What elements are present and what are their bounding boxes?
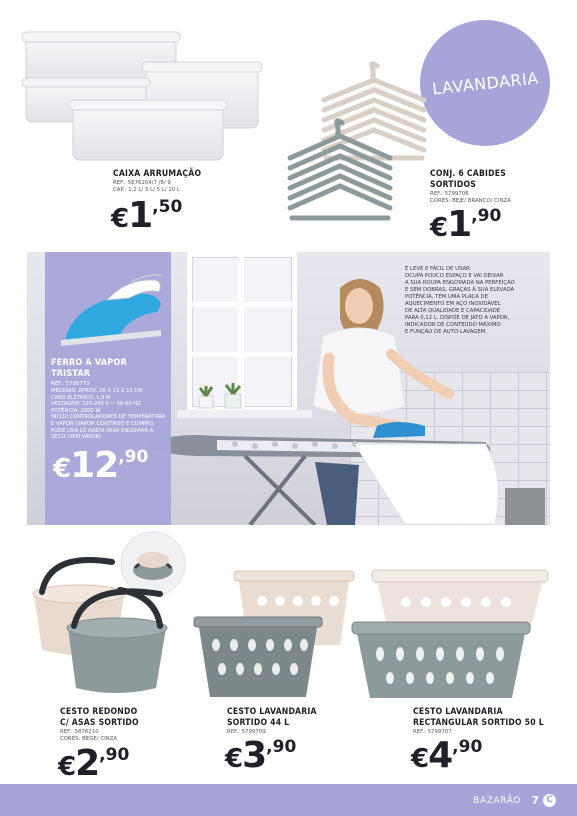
cesto-50-name-line1: CESTO LAVANDARIA (413, 707, 503, 717)
ferro-desc-line: POTÊNCIA: 2000 W (51, 407, 101, 414)
ferro-name-line1: FERRO A VAPOR (51, 358, 127, 368)
cabides-colors: CORES: BEJE/ BRANCO/ CINZA (430, 198, 511, 204)
caixa-ref: REF.: 5876204/7 /8/ 9 (113, 180, 171, 186)
cabides-name-line2: SORTIDOS (430, 180, 477, 190)
section-badge (420, 20, 550, 146)
caixa-capacity: CAP.: 1,2 L/ 3 L/ 5 L/ 10 L (113, 187, 180, 193)
price-decimal: ,90 (471, 206, 502, 226)
cesto-44-name-line2: SORTIDO 44 L (227, 718, 290, 728)
ferro-price-box (45, 442, 171, 498)
cesto-50-price (411, 735, 483, 776)
feature-line: OCUPA POUCO ESPAÇO E VAI DEIXAR (405, 273, 504, 279)
cesto-redondo-ref: REF.: 5876210 (60, 729, 99, 735)
feature-line: POTÊNCIA, TEM UMA PLACA DE (405, 294, 488, 300)
cesto-redondo-colors: CORES: BEGE/ CINZA (60, 736, 118, 742)
price-decimal: ,50 (152, 197, 183, 217)
storage-boxes-image (18, 30, 268, 165)
round-basket-image (28, 528, 198, 703)
price-currency: € (411, 744, 429, 774)
ferro-desc-line: SECO (SEM VAPOR) (51, 434, 102, 441)
cesto-44-ref: REF.: 5799709 (227, 729, 266, 735)
price-decimal: ,90 (118, 447, 149, 467)
caixa-name: CAIXA ARRUMAÇÃO (113, 169, 202, 179)
cesto-redondo-name-line2: C/ ASAS SORTIDO (60, 718, 139, 728)
ferro-desc-line: VOLTAGEM: 220-240 V ~ 50-60 HZ (51, 401, 141, 408)
price-currency: € (225, 744, 243, 774)
iron-product-image (47, 270, 167, 348)
price-integer: 2 (75, 743, 100, 784)
cesto-44-name-line1: CESTO LAVANDARIA (227, 707, 317, 717)
ferro-description (51, 388, 171, 441)
ferro-desc-line: MEDIDAS: APROX. 26 X 13 X 11 CM (51, 388, 143, 394)
feature-line: É LEVE E FÁCIL DE USAR: (405, 266, 472, 272)
feature-line: INDICADOR DE CONTEÚDO MÁXIMO (405, 322, 501, 328)
cabides-ref: REF.: 5799706 (430, 191, 469, 197)
ferro-desc-line: PODE USÁ-LO AINDA PARA ENGOMAR A (51, 427, 154, 434)
footer-section-label: BAZARÃO (473, 796, 521, 806)
cesto-50-ref: REF.: 5799707 (413, 729, 452, 735)
hangers-image (282, 58, 432, 233)
price-decimal: ,90 (452, 737, 483, 757)
price-decimal: ,90 (266, 737, 297, 757)
brand-logo: C (543, 794, 556, 807)
cabides-name-line1: CONJ. 6 CABIDES (430, 169, 506, 179)
price-integer: 1 (128, 195, 153, 236)
price-integer: 4 (428, 735, 453, 776)
price-currency: € (111, 204, 129, 234)
feature-line: A SUA ROUPA ENGOMADA NA PERFEIÇÃO (405, 280, 515, 286)
caixa-price (111, 195, 183, 236)
price-currency: € (58, 752, 76, 782)
section-badge-label: LAVANDARIA (430, 67, 540, 99)
cesto-redondo-name-line1: CESTO REDONDO (60, 707, 138, 717)
ferro-desc-line: E VAPOR (VAPOR CONTÍNUO E CUMPRI) (51, 420, 154, 427)
price-integer: 3 (242, 735, 267, 776)
laundry-basket-50l-image (350, 562, 550, 704)
price-decimal: ,90 (99, 745, 130, 765)
cabides-price (430, 204, 502, 245)
iron-feature-text (405, 266, 525, 336)
page-number: 7 (531, 794, 539, 807)
price-currency: € (430, 213, 448, 243)
cesto-44-price (225, 735, 297, 776)
cesto-50-name-line2: RECTANGULAR SORTIDO 50 L (413, 718, 544, 728)
cesto-redondo-price (58, 743, 130, 784)
iron-banner (27, 252, 550, 525)
feature-line: E SEM DOBRAS, GRAÇAS À SUA ELEVADA (405, 287, 515, 293)
ferro-desc-line: INCLUI CONTROLADORES DE TEMPERATURA (51, 414, 166, 421)
price-integer: 12 (70, 445, 119, 486)
ferro-price (53, 445, 149, 486)
feature-line: PARA 0,12 L. DISPÕE DE JATO A VAPOR, (405, 315, 510, 321)
feature-line: DE ALTA QUALIDADE E CAPACIDADE (405, 308, 501, 314)
laundry-basket-44l-image (190, 565, 360, 705)
ferro-desc-line: CABO ELÉTRICO: 1,9 M (51, 394, 111, 401)
ferro-name-line2: TRISTAR (51, 369, 91, 379)
feature-line: AQUECIMENTO EM AÇO INOXIDÁVEL (405, 301, 501, 307)
price-currency: € (53, 454, 71, 484)
feature-line: E FUNÇÃO DE AUTO-LAVAGEM. (405, 329, 487, 335)
ferro-ref: REF.: 5795772 (51, 381, 90, 387)
price-integer: 1 (447, 204, 472, 245)
ferro-name (51, 358, 171, 380)
